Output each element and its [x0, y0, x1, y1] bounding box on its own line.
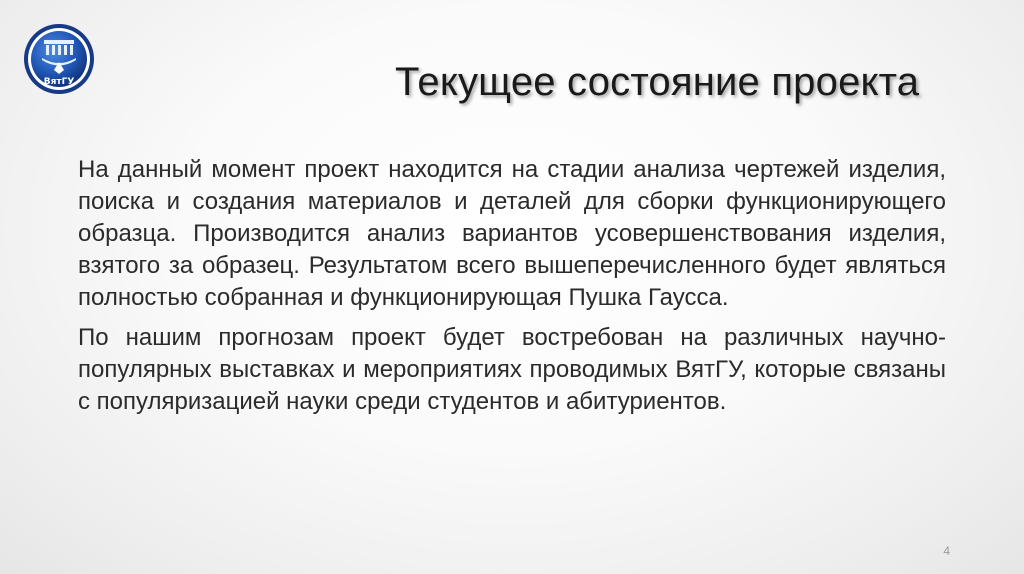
logo-text: ВятГУ — [43, 77, 75, 87]
page-number: 4 — [943, 544, 950, 558]
slide-title: Текущее состояние проекта — [395, 60, 920, 104]
slide-body — [78, 154, 946, 418]
university-logo — [22, 22, 96, 96]
paragraph-current-status: На данный момент проект находится на стадии анализа чертежей изделия, поиска и создания материалов и деталей для сборки функционирующего образца. Производится анализ вариантов усовершенствования изделия, взятого за образец. Результатом всего вышеперечисленного будет являться полностью собранная и функционирующая Пушка Гаусса. — [78, 156, 946, 311]
paragraph-forecast: По нашим прогнозам проект будет востребован на различных научно-популярных выставках и мероприятиях проводимых ВятГУ, которые связаны с популяризацией науки среди студентов и абитуриентов. — [78, 324, 946, 415]
university-logo-icon — [22, 22, 96, 96]
